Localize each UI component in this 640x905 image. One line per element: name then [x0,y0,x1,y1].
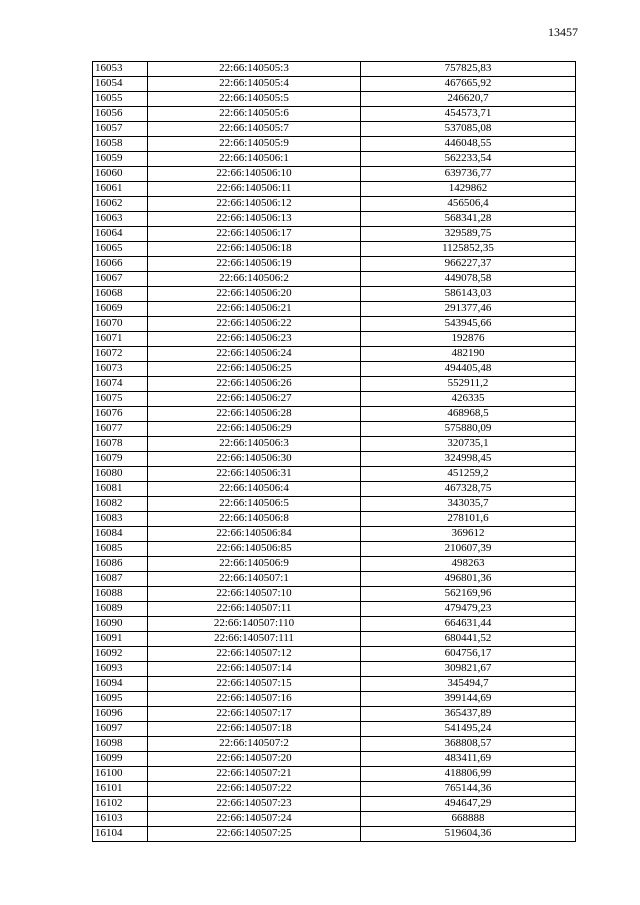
cadastral-number-cell: 22:66:140506:30 [148,452,361,467]
cadastral-number-cell: 22:66:140506:13 [148,212,361,227]
row-number-cell: 16056 [93,107,148,122]
row-number-cell: 16104 [93,827,148,842]
table-row [93,707,576,722]
table-row [93,557,576,572]
cadastral-number-cell: 22:66:140506:18 [148,242,361,257]
row-number-cell: 16069 [93,302,148,317]
row-number-cell: 16085 [93,542,148,557]
cadastral-number-cell: 22:66:140507:110 [148,617,361,632]
value-cell: 568341,28 [361,212,576,227]
row-number-cell: 16087 [93,572,148,587]
value-cell: 494647,29 [361,797,576,812]
cadastral-number-cell: 22:66:140505:5 [148,92,361,107]
cadastral-table [92,61,576,842]
cadastral-number-cell: 22:66:140507:20 [148,752,361,767]
value-cell: 757825,83 [361,62,576,77]
cadastral-number-cell: 22:66:140506:21 [148,302,361,317]
cadastral-number-cell: 22:66:140506:28 [148,407,361,422]
row-number-cell: 16067 [93,272,148,287]
table-row [93,527,576,542]
table-row [93,167,576,182]
row-number-cell: 16075 [93,392,148,407]
table-row [93,662,576,677]
value-cell: 451259,2 [361,467,576,482]
cadastral-number-cell: 22:66:140507:111 [148,632,361,647]
table-row [93,632,576,647]
row-number-cell: 16079 [93,452,148,467]
row-number-cell: 16055 [93,92,148,107]
cadastral-number-cell: 22:66:140506:24 [148,347,361,362]
row-number-cell: 16054 [93,77,148,92]
value-cell: 418806,99 [361,767,576,782]
cadastral-number-cell: 22:66:140506:10 [148,167,361,182]
value-cell: 345494,7 [361,677,576,692]
table-row [93,602,576,617]
row-number-cell: 16063 [93,212,148,227]
value-cell: 479479,23 [361,602,576,617]
page-number: 13457 [548,25,578,39]
cadastral-number-cell: 22:66:140506:11 [148,182,361,197]
row-number-cell: 16090 [93,617,148,632]
row-number-cell: 16062 [93,197,148,212]
value-cell: 467328,75 [361,482,576,497]
table-row [93,467,576,482]
table-row [93,362,576,377]
cadastral-number-cell: 22:66:140506:12 [148,197,361,212]
table-row [93,137,576,152]
table-row [93,587,576,602]
cadastral-number-cell: 22:66:140506:8 [148,512,361,527]
value-cell: 329589,75 [361,227,576,242]
cadastral-number-cell: 22:66:140506:9 [148,557,361,572]
value-cell: 604756,17 [361,647,576,662]
cadastral-number-cell: 22:66:140507:22 [148,782,361,797]
table-row [93,77,576,92]
cadastral-number-cell: 22:66:140506:19 [148,257,361,272]
row-number-cell: 16065 [93,242,148,257]
cadastral-number-cell: 22:66:140507:15 [148,677,361,692]
cadastral-number-cell: 22:66:140506:1 [148,152,361,167]
row-number-cell: 16078 [93,437,148,452]
cadastral-number-cell: 22:66:140507:1 [148,572,361,587]
table-row [93,197,576,212]
row-number-cell: 16072 [93,347,148,362]
value-cell: 368808,57 [361,737,576,752]
row-number-cell: 16053 [93,62,148,77]
value-cell: 664631,44 [361,617,576,632]
row-number-cell: 16073 [93,362,148,377]
table-row [93,497,576,512]
row-number-cell: 16100 [93,767,148,782]
value-cell: 494405,48 [361,362,576,377]
row-number-cell: 16082 [93,497,148,512]
row-number-cell: 16081 [93,482,148,497]
table-row [93,482,576,497]
table-row [93,92,576,107]
cadastral-number-cell: 22:66:140507:18 [148,722,361,737]
value-cell: 562169,96 [361,587,576,602]
cadastral-number-cell: 22:66:140506:25 [148,362,361,377]
value-cell: 541495,24 [361,722,576,737]
value-cell: 320735,1 [361,437,576,452]
value-cell: 246620,7 [361,92,576,107]
table-row [93,122,576,137]
value-cell: 496801,36 [361,572,576,587]
value-cell: 468968,5 [361,407,576,422]
cadastral-number-cell: 22:66:140505:6 [148,107,361,122]
table-row [93,227,576,242]
table-body [93,62,576,842]
table-row [93,272,576,287]
row-number-cell: 16093 [93,662,148,677]
value-cell: 668888 [361,812,576,827]
cadastral-number-cell: 22:66:140507:2 [148,737,361,752]
row-number-cell: 16099 [93,752,148,767]
row-number-cell: 16077 [93,422,148,437]
table-row [93,182,576,197]
table-row [93,782,576,797]
row-number-cell: 16098 [93,737,148,752]
cadastral-number-cell: 22:66:140507:16 [148,692,361,707]
table-row [93,407,576,422]
value-cell: 537085,08 [361,122,576,137]
cadastral-number-cell: 22:66:140507:23 [148,797,361,812]
value-cell: 399144,69 [361,692,576,707]
cadastral-number-cell: 22:66:140506:85 [148,542,361,557]
value-cell: 449078,58 [361,272,576,287]
value-cell: 562233,54 [361,152,576,167]
table-row [93,287,576,302]
table-row [93,452,576,467]
cadastral-number-cell: 22:66:140506:20 [148,287,361,302]
row-number-cell: 16071 [93,332,148,347]
value-cell: 639736,77 [361,167,576,182]
cadastral-number-cell: 22:66:140505:3 [148,62,361,77]
cadastral-number-cell: 22:66:140505:4 [148,77,361,92]
value-cell: 192876 [361,332,576,347]
row-number-cell: 16068 [93,287,148,302]
value-cell: 575880,09 [361,422,576,437]
table-row [93,572,576,587]
value-cell: 456506,4 [361,197,576,212]
table-row [93,302,576,317]
table-row [93,422,576,437]
row-number-cell: 16060 [93,167,148,182]
value-cell: 765144,36 [361,782,576,797]
value-cell: 586143,03 [361,287,576,302]
value-cell: 369612 [361,527,576,542]
table-row [93,377,576,392]
value-cell: 426335 [361,392,576,407]
cadastral-number-cell: 22:66:140506:4 [148,482,361,497]
value-cell: 482190 [361,347,576,362]
value-cell: 291377,46 [361,302,576,317]
value-cell: 966227,37 [361,257,576,272]
cadastral-number-cell: 22:66:140506:84 [148,527,361,542]
row-number-cell: 16057 [93,122,148,137]
table-row [93,542,576,557]
row-number-cell: 16094 [93,677,148,692]
value-cell: 543945,66 [361,317,576,332]
table-row [93,812,576,827]
table-row [93,827,576,842]
cadastral-number-cell: 22:66:140507:14 [148,662,361,677]
cadastral-number-cell: 22:66:140506:17 [148,227,361,242]
row-number-cell: 16102 [93,797,148,812]
row-number-cell: 16070 [93,317,148,332]
table-row [93,647,576,662]
row-number-cell: 16086 [93,557,148,572]
cadastral-number-cell: 22:66:140506:29 [148,422,361,437]
cadastral-number-cell: 22:66:140506:23 [148,332,361,347]
value-cell: 552911,2 [361,377,576,392]
table-row [93,212,576,227]
row-number-cell: 16076 [93,407,148,422]
value-cell: 446048,55 [361,137,576,152]
row-number-cell: 16064 [93,227,148,242]
table-row [93,752,576,767]
row-number-cell: 16092 [93,647,148,662]
table-row [93,347,576,362]
row-number-cell: 16058 [93,137,148,152]
cadastral-number-cell: 22:66:140507:17 [148,707,361,722]
table-row [93,677,576,692]
value-cell: 483411,69 [361,752,576,767]
value-cell: 309821,67 [361,662,576,677]
cadastral-number-cell: 22:66:140507:21 [148,767,361,782]
value-cell: 1429862 [361,182,576,197]
table-row [93,617,576,632]
value-cell: 519604,36 [361,827,576,842]
cadastral-number-cell: 22:66:140507:12 [148,647,361,662]
value-cell: 324998,45 [361,452,576,467]
value-cell: 680441,52 [361,632,576,647]
row-number-cell: 16103 [93,812,148,827]
row-number-cell: 16097 [93,722,148,737]
table-row [93,437,576,452]
table-row [93,317,576,332]
row-number-cell: 16080 [93,467,148,482]
value-cell: 1125852,35 [361,242,576,257]
cadastral-number-cell: 22:66:140506:22 [148,317,361,332]
cadastral-number-cell: 22:66:140506:3 [148,437,361,452]
table-row [93,737,576,752]
row-number-cell: 16101 [93,782,148,797]
row-number-cell: 16091 [93,632,148,647]
table-row [93,392,576,407]
table-row [93,692,576,707]
cadastral-number-cell: 22:66:140507:25 [148,827,361,842]
row-number-cell: 16074 [93,377,148,392]
table-row [93,152,576,167]
row-number-cell: 16059 [93,152,148,167]
value-cell: 343035,7 [361,497,576,512]
value-cell: 278101,6 [361,512,576,527]
row-number-cell: 16083 [93,512,148,527]
row-number-cell: 16084 [93,527,148,542]
cadastral-number-cell: 22:66:140506:5 [148,497,361,512]
value-cell: 454573,71 [361,107,576,122]
table-row [93,62,576,77]
value-cell: 210607,39 [361,542,576,557]
row-number-cell: 16096 [93,707,148,722]
table-row [93,242,576,257]
table-row [93,332,576,347]
value-cell: 498263 [361,557,576,572]
row-number-cell: 16088 [93,587,148,602]
table-row [93,512,576,527]
row-number-cell: 16066 [93,257,148,272]
table-row [93,722,576,737]
cadastral-number-cell: 22:66:140505:7 [148,122,361,137]
cadastral-number-cell: 22:66:140507:24 [148,812,361,827]
cadastral-number-cell: 22:66:140506:2 [148,272,361,287]
row-number-cell: 16061 [93,182,148,197]
cadastral-number-cell: 22:66:140505:9 [148,137,361,152]
row-number-cell: 16095 [93,692,148,707]
table-row [93,797,576,812]
table-row [93,767,576,782]
cadastral-number-cell: 22:66:140506:27 [148,392,361,407]
value-cell: 467665,92 [361,77,576,92]
cadastral-number-cell: 22:66:140507:10 [148,587,361,602]
cadastral-number-cell: 22:66:140506:31 [148,467,361,482]
value-cell: 365437,89 [361,707,576,722]
row-number-cell: 16089 [93,602,148,617]
cadastral-number-cell: 22:66:140506:26 [148,377,361,392]
table-row [93,107,576,122]
table-row [93,257,576,272]
cadastral-number-cell: 22:66:140507:11 [148,602,361,617]
